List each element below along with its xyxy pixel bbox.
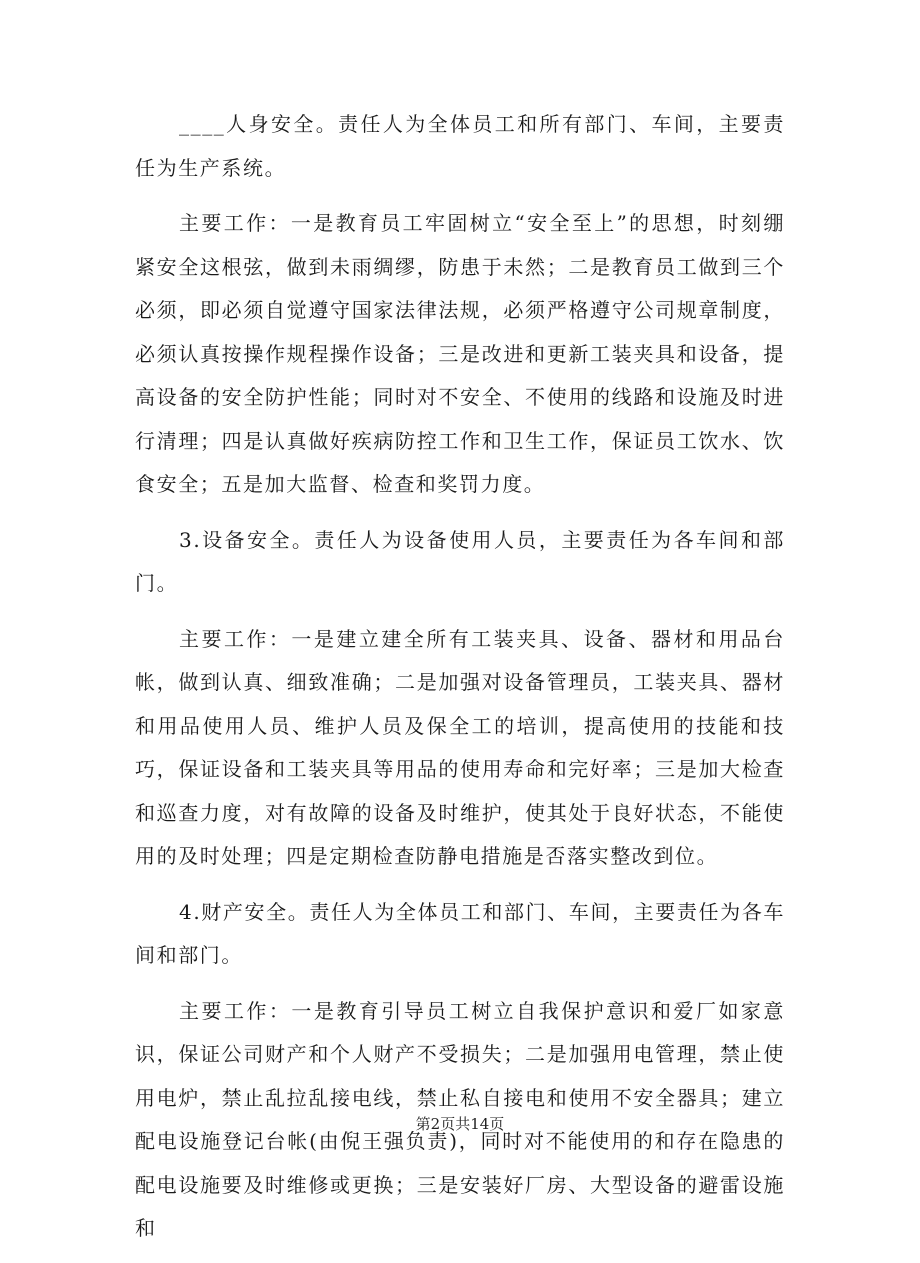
document-body: [135, 103, 785, 1263]
paragraph-personal-safety: ____人身安全。责任人为全体员工和所有部门、车间，主要责任为生产系统。: [135, 112, 785, 180]
page-number: 第2页共14页: [415, 1115, 505, 1133]
paragraph-equipment-safety: 3.设备安全。责任人为设备使用人员，主要责任为各车间和部门。: [135, 527, 785, 595]
paragraph-property-safety-tasks: 主要工作：一是教育引导员工树立自我保护意识和爱厂如家意识，保证公司财产和个人财产不受损失；二是加强用电管理，禁止使用电炉，禁止乱拉乱接电线，禁止私自接电和使用不安全器具；建立配电设施登记台帐(由倪王强负责)，同时对不能使用的和存在隐患的配电设施要及时维修或更换；三是安装好厂房、大型设备的避雷设施和: [135, 998, 785, 1240]
paragraph-property-safety: 4.财产安全。责任人为全体员工和部门、车间，主要责任为各车间和部门。: [135, 899, 785, 967]
paragraph-equipment-safety-tasks: 主要工作：一是建立建全所有工装夹具、设备、器材和用品台帐，做到认真、细致准确；二是加强对设备管理员，工装夹具、器材和用品使用人员、维护人员及保全工的培训，提高使用的技能和技巧，保证设备和工装夹具等用品的使用寿命和完好率；三是加大检查和巡查力度，对有故障的设备及时维护，使其处于良好状态，不能使用的及时处理；四是定期检查防静电措施是否落实整改到位。: [135, 626, 785, 868]
paragraph-personal-safety-tasks: 主要工作：一是教育员工牢固树立“安全至上”的思想，时刻绷紧安全这根弦，做到未雨绸缪，防患于未然；二是教育员工做到三个必须，即必须自觉遵守国家法律法规，必须严格遵守公司规章制度，必须认真按操作规程操作设备；三是改进和更新工装夹具和设备，提高设备的安全防护性能；同时对不安全、不使用的线路和设施及时进行清理；四是认真做好疾病防控工作和卫生工作，保证员工饮水、饮食安全；五是加大监督、检查和奖罚力度。: [135, 211, 785, 496]
